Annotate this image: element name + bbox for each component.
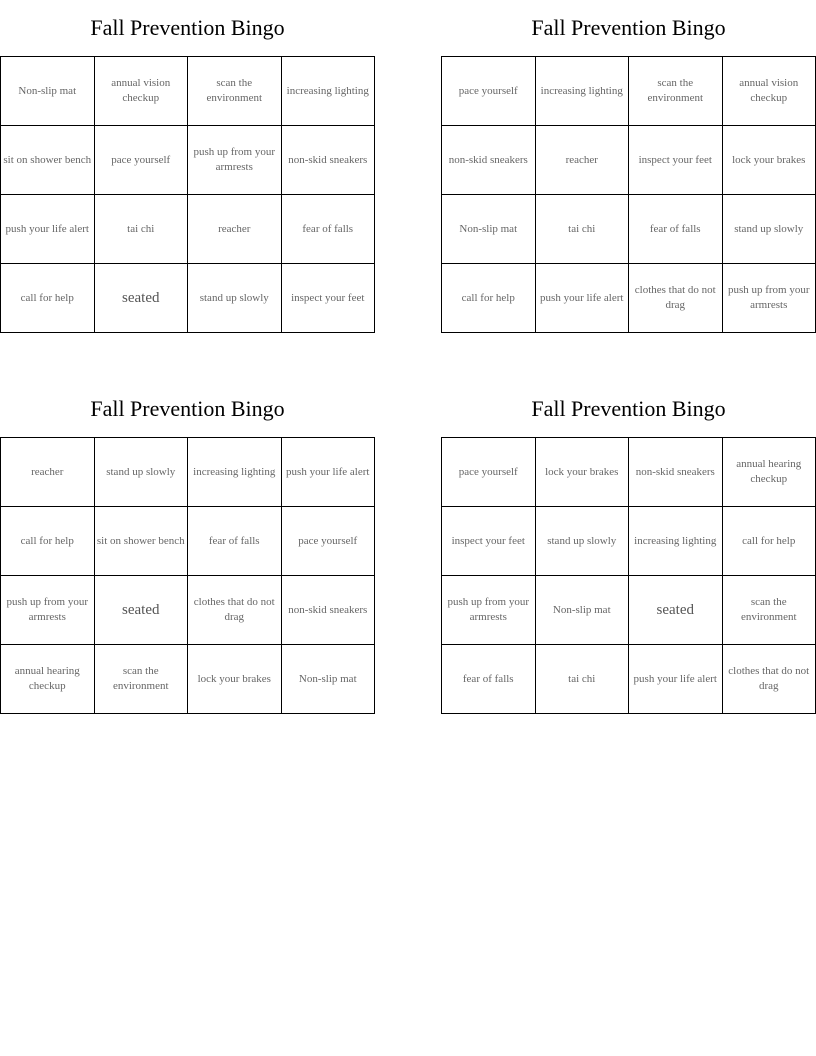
bingo-cell: lock your brakes bbox=[188, 645, 282, 714]
bingo-cell: scan the environment bbox=[629, 57, 723, 126]
bingo-cell: increasing lighting bbox=[188, 438, 282, 507]
bingo-cell: inspect your feet bbox=[629, 126, 723, 195]
bingo-cell: tai chi bbox=[94, 195, 188, 264]
bingo-cell: push your life alert bbox=[629, 645, 723, 714]
bingo-cell: call for help bbox=[442, 264, 536, 333]
bingo-cell: sit on shower bench bbox=[1, 126, 95, 195]
bingo-card-2 bbox=[441, 0, 816, 333]
bingo-cell: call for help bbox=[722, 507, 816, 576]
bingo-grid bbox=[441, 437, 816, 714]
free-space-cell: seated bbox=[629, 576, 723, 645]
bingo-cell: increasing lighting bbox=[629, 507, 723, 576]
bingo-cell: non-skid sneakers bbox=[281, 576, 375, 645]
bingo-cell: non-skid sneakers bbox=[442, 126, 536, 195]
bingo-cell: annual vision checkup bbox=[94, 57, 188, 126]
card-title: Fall Prevention Bingo bbox=[90, 396, 285, 421]
bingo-cell: annual hearing checkup bbox=[1, 645, 95, 714]
bingo-cell: clothes that do not drag bbox=[722, 645, 816, 714]
bingo-cell: Non-slip mat bbox=[1, 57, 95, 126]
grid-row bbox=[442, 264, 816, 333]
bingo-cell: lock your brakes bbox=[722, 126, 816, 195]
bingo-cell: call for help bbox=[1, 264, 95, 333]
bingo-cell: push up from your armrests bbox=[722, 264, 816, 333]
bingo-cell: stand up slowly bbox=[94, 438, 188, 507]
grid-row bbox=[1, 507, 375, 576]
grid-row bbox=[442, 507, 816, 576]
bingo-cell: pace yourself bbox=[94, 126, 188, 195]
card-title: Fall Prevention Bingo bbox=[531, 396, 726, 421]
bingo-cell: clothes that do not drag bbox=[188, 576, 282, 645]
bingo-cell: scan the environment bbox=[94, 645, 188, 714]
card-title: Fall Prevention Bingo bbox=[531, 15, 726, 40]
bingo-cell: push your life alert bbox=[1, 195, 95, 264]
bingo-card-4 bbox=[441, 381, 816, 714]
grid-row bbox=[1, 438, 375, 507]
bingo-cell: push your life alert bbox=[281, 438, 375, 507]
bingo-cell: Non-slip mat bbox=[535, 576, 629, 645]
bingo-cell: Non-slip mat bbox=[442, 195, 536, 264]
bingo-cell: fear of falls bbox=[442, 645, 536, 714]
bingo-cell: reacher bbox=[188, 195, 282, 264]
bingo-cell: pace yourself bbox=[281, 507, 375, 576]
bingo-cell: sit on shower bench bbox=[94, 507, 188, 576]
grid-row bbox=[442, 195, 816, 264]
bingo-cell: fear of falls bbox=[188, 507, 282, 576]
grid-row bbox=[442, 126, 816, 195]
grid-row bbox=[442, 576, 816, 645]
bingo-cell: stand up slowly bbox=[535, 507, 629, 576]
bingo-cell: stand up slowly bbox=[722, 195, 816, 264]
bingo-cell: push up from your armrests bbox=[1, 576, 95, 645]
grid-row bbox=[442, 645, 816, 714]
bingo-cell: push up from your armrests bbox=[442, 576, 536, 645]
bingo-cell: increasing lighting bbox=[281, 57, 375, 126]
bingo-card-3 bbox=[0, 381, 375, 714]
bingo-cell: fear of falls bbox=[629, 195, 723, 264]
grid-row bbox=[1, 57, 375, 126]
grid-row bbox=[442, 57, 816, 126]
bingo-cell: non-skid sneakers bbox=[281, 126, 375, 195]
grid-row bbox=[1, 195, 375, 264]
bingo-cell: annual vision checkup bbox=[722, 57, 816, 126]
bingo-cell: clothes that do not drag bbox=[629, 264, 723, 333]
bingo-cell: increasing lighting bbox=[535, 57, 629, 126]
free-space-cell: seated bbox=[94, 576, 188, 645]
grid-row bbox=[1, 576, 375, 645]
bingo-cell: inspect your feet bbox=[281, 264, 375, 333]
grid-row bbox=[1, 264, 375, 333]
bingo-cell: scan the environment bbox=[188, 57, 282, 126]
bingo-cell: reacher bbox=[535, 126, 629, 195]
bingo-card-1 bbox=[0, 0, 375, 333]
grid-row bbox=[1, 645, 375, 714]
bingo-cell: non-skid sneakers bbox=[629, 438, 723, 507]
card-title: Fall Prevention Bingo bbox=[90, 15, 285, 40]
bingo-cell: call for help bbox=[1, 507, 95, 576]
bingo-cell: push your life alert bbox=[535, 264, 629, 333]
bingo-cell: lock your brakes bbox=[535, 438, 629, 507]
bingo-cell: reacher bbox=[1, 438, 95, 507]
grid-row bbox=[1, 126, 375, 195]
bingo-grid bbox=[0, 56, 375, 333]
bingo-cell: pace yourself bbox=[442, 57, 536, 126]
bingo-cell: push up from your armrests bbox=[188, 126, 282, 195]
bingo-cell: stand up slowly bbox=[188, 264, 282, 333]
bingo-cell: tai chi bbox=[535, 645, 629, 714]
bingo-cell: Non-slip mat bbox=[281, 645, 375, 714]
bingo-cell: inspect your feet bbox=[442, 507, 536, 576]
grid-row bbox=[442, 438, 816, 507]
bingo-cell: scan the environment bbox=[722, 576, 816, 645]
free-space-cell: seated bbox=[94, 264, 188, 333]
bingo-cell: annual hearing checkup bbox=[722, 438, 816, 507]
bingo-cell: pace yourself bbox=[442, 438, 536, 507]
bingo-grid bbox=[0, 437, 375, 714]
bingo-grid bbox=[441, 56, 816, 333]
bingo-cell: fear of falls bbox=[281, 195, 375, 264]
bingo-cell: tai chi bbox=[535, 195, 629, 264]
